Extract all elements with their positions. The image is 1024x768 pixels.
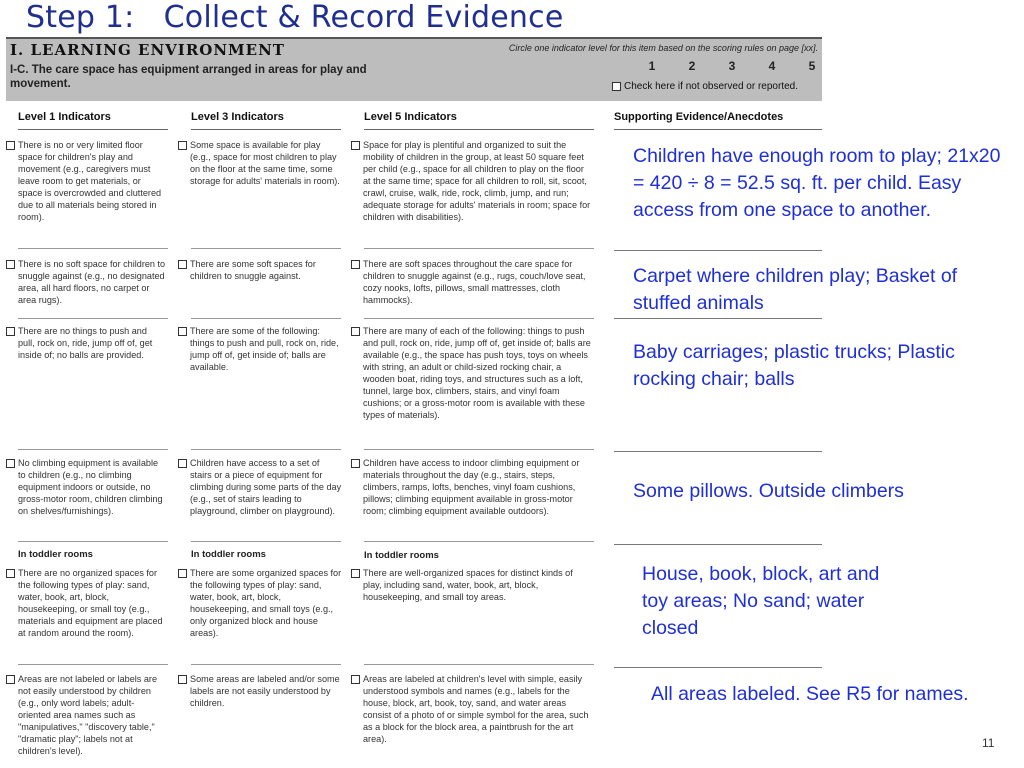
level3-indicator[interactable]: There are some soft spaces for children to snuggle against. xyxy=(178,258,342,282)
level5-indicator[interactable]: Areas are labeled at children's level with simple, easily understood symbols and names (e.g., labels for the house, block, art, book, toy, sand, and water areas consist of a photo of or simple symbol for the area, such as a block for the block area, a paintbrush for the art area). xyxy=(351,673,591,745)
row-divider xyxy=(364,664,594,665)
evidence-divider xyxy=(614,544,822,545)
level3-indicator[interactable]: Children have access to a set of stairs or a piece of equipment for climbing during some parts of the day (e.g., set of stairs leading to playground, climber on playground). xyxy=(178,457,342,517)
checkbox-icon[interactable] xyxy=(178,459,187,468)
checkbox-icon[interactable] xyxy=(351,459,360,468)
scoring-instructions: Circle one indicator level for this item based on the scoring rules on page [xx]. xyxy=(508,43,818,53)
checkbox-icon[interactable] xyxy=(6,675,15,684)
level3-indicator[interactable]: There are some of the following: things to push and pull, rock on, ride, jump off of, get inside of; balls are available. xyxy=(178,325,342,373)
scale-level-2[interactable]: 2 xyxy=(688,59,696,73)
row-divider xyxy=(191,449,341,450)
slide-title: Step 1: Collect & Record Evidence xyxy=(26,0,564,35)
checkbox-icon[interactable] xyxy=(351,141,360,150)
checkbox-icon[interactable] xyxy=(6,327,15,336)
evidence-note: Baby carriages; plastic trucks; Plastic rocking chair; balls xyxy=(633,341,955,390)
item-description: I-C. The care space has equipment arranged in areas for play and movement. xyxy=(10,64,367,90)
row-divider xyxy=(18,449,168,450)
checkbox-icon[interactable] xyxy=(178,675,187,684)
scale-level-3[interactable]: 3 xyxy=(728,59,736,73)
row-divider xyxy=(18,318,168,319)
level1-indicator[interactable]: There is no or very limited floor space for children's play and movement (e.g., caregivers must leave room to get materials, or space is overcrowded and cluttered due to all materials being stored in room). xyxy=(6,139,166,223)
row-divider xyxy=(364,248,594,249)
subheading: In toddler rooms xyxy=(18,549,93,560)
header-divider xyxy=(364,129,594,130)
row-divider xyxy=(18,541,168,542)
level5-indicator[interactable]: Space for play is plentiful and organized to suit the mobility of children in the group, at least 50 square feet per child (e.g., space for all children to play on the floor at the same time; space for all children to roll, sit, scoot, crawl, cruise, walk, ride, rock, climb, jump, and run; adequate storage for adults' materials in room; space for children with disabilities). xyxy=(351,139,591,223)
checkbox-icon[interactable] xyxy=(6,260,15,269)
checkbox-icon[interactable] xyxy=(351,260,360,269)
level3-indicator[interactable]: Some areas are labeled and/or some labels are not easily understood by children. xyxy=(178,673,342,709)
evidence-divider xyxy=(614,451,822,452)
column-header-level1: Level 1 Indicators xyxy=(18,111,111,123)
row-divider xyxy=(191,248,341,249)
evidence-divider xyxy=(614,318,822,319)
row-divider xyxy=(191,318,341,319)
row-divider xyxy=(191,664,341,665)
checkbox-icon[interactable] xyxy=(178,569,187,578)
header-divider xyxy=(191,129,341,130)
checkbox-icon[interactable] xyxy=(612,82,621,91)
row-divider xyxy=(18,248,168,249)
evidence-note: House, book, block, art and toy areas; No sand; water closed xyxy=(642,563,880,639)
column-header-level3: Level 3 Indicators xyxy=(191,111,284,123)
level1-indicator[interactable]: Areas are not labeled or labels are not easily understood by children (e.g., only word labels; adult-oriented area names such as "manipulatives," "discovery table," "dramatic play"; labels not at children's level). xyxy=(6,673,166,757)
column-header-evidence: Supporting Evidence/Anecdotes xyxy=(614,111,784,123)
checkbox-icon[interactable] xyxy=(6,459,15,468)
level1-indicator[interactable]: There are no organized spaces for the following types of play: sand, water, book, art, block, housekeeping, or small toy (e.g., materials and equipment are placed at random around the room). xyxy=(6,567,166,639)
subheading: In toddler rooms xyxy=(364,550,439,561)
scale-level-4[interactable]: 4 xyxy=(768,59,776,73)
evidence-note: Children have enough room to play; 21x20 = 420 ÷ 8 = 52.5 sq. ft. per child. Easy access from one space to another. xyxy=(633,145,1001,221)
slide-number: 11 xyxy=(982,736,995,750)
checkbox-icon[interactable] xyxy=(6,141,15,150)
level5-indicator[interactable]: There are many of each of the following: things to push and pull, rock on, ride, jump off of, get inside of; balls are available (e.g., the space has push toys, toys on wheels with string, an adult or child-sized rocking chair, a wooden boat, riding toys, and structures such as a loft, tunnel, large box, climbers, stairs, and vinyl foam cushions; or a gross-motor room is available with these types of materials). xyxy=(351,325,591,421)
indicator-scale xyxy=(642,59,822,73)
column-header-level5: Level 5 Indicators xyxy=(364,111,457,123)
section-title: I. LEARNING ENVIRONMENT xyxy=(10,41,285,59)
evidence-divider xyxy=(614,667,822,668)
checkbox-icon[interactable] xyxy=(178,141,187,150)
level5-indicator[interactable]: There are soft spaces throughout the care space for children to snuggle against (e.g., rugs, couch/love seat, cozy nooks, lofts, pillows, small mattresses, cloth hammocks). xyxy=(351,258,591,306)
subheading: In toddler rooms xyxy=(191,549,266,560)
level5-indicator[interactable]: There are well-organized spaces for distinct kinds of play, including sand, water, book, art, block, housekeeping, and small toy areas. xyxy=(351,567,591,603)
checkbox-icon[interactable] xyxy=(351,569,360,578)
level1-indicator[interactable]: No climbing equipment is available to children (e.g., no climbing equipment indoors or outside, no gross-motor room, children climbing on shelves/furnishings). xyxy=(6,457,166,517)
level3-indicator[interactable]: Some space is available for play (e.g., space for most children to play on the floor at the same time, some storage for adults' materials in room). xyxy=(178,139,342,187)
checkbox-icon[interactable] xyxy=(178,260,187,269)
row-divider xyxy=(364,541,594,542)
header-divider xyxy=(18,129,168,130)
form-header xyxy=(6,37,822,101)
checkbox-icon[interactable] xyxy=(351,327,360,336)
checkbox-icon[interactable] xyxy=(178,327,187,336)
not-observed-label: Check here if not observed or reported. xyxy=(624,81,798,92)
level3-indicator[interactable]: There are some organized spaces for the following types of play: sand, water, book, art, block, housekeeping, and small toys (e.g., only organized block and house areas). xyxy=(178,567,342,639)
evidence-note: Carpet where children play; Basket of stuffed animals xyxy=(633,265,958,314)
checkbox-icon[interactable] xyxy=(6,569,15,578)
level1-indicator[interactable]: There are no things to push and pull, rock on, ride, jump off of, get inside of; no balls are provided. xyxy=(6,325,166,361)
header-divider xyxy=(614,129,822,130)
row-divider xyxy=(364,449,594,450)
level1-indicator[interactable]: There is no soft space for children to snuggle against (e.g., no designated area, all hard floors, no carpet or area rugs). xyxy=(6,258,166,306)
checkbox-icon[interactable] xyxy=(351,675,360,684)
row-divider xyxy=(18,664,168,665)
evidence-note: Some pillows. Outside climbers xyxy=(633,480,904,502)
level5-indicator[interactable]: Children have access to indoor climbing equipment or materials throughout the day (e.g., stairs, steps, climbers, ramps, lofts, benches, vinyl foam cushions, pillows; climbing equipment available in gross-motor room; climbing equipment available outdoors). xyxy=(351,457,591,517)
evidence-note: All areas labeled. See R5 for names. xyxy=(651,683,969,705)
evidence-divider xyxy=(614,250,822,251)
scale-level-5[interactable]: 5 xyxy=(808,59,816,73)
scale-level-1[interactable]: 1 xyxy=(648,59,656,73)
row-divider xyxy=(364,318,594,319)
row-divider xyxy=(191,541,341,542)
not-observed-option[interactable] xyxy=(612,81,798,92)
